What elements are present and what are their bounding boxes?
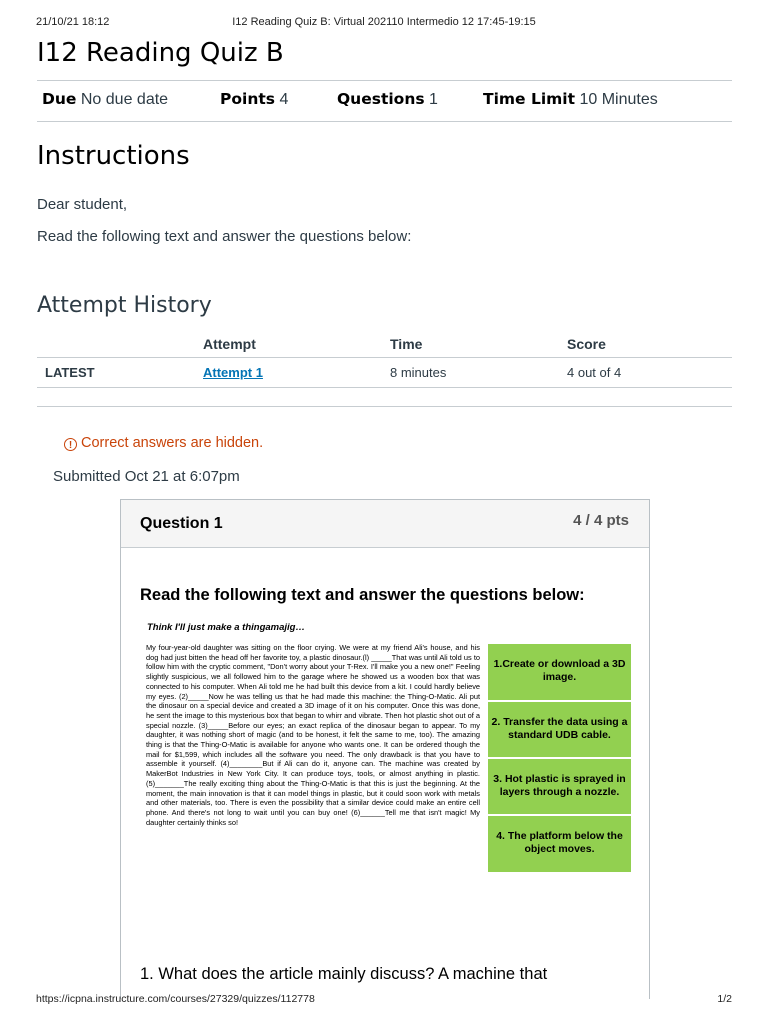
column-header-score: Score (567, 336, 606, 352)
print-page-number: 1/2 (717, 993, 732, 1005)
table-row-rule (37, 387, 732, 388)
attempt-score: 4 out of 4 (567, 365, 622, 380)
time-limit-label: Time Limit (483, 90, 576, 108)
column-header-time: Time (390, 336, 423, 352)
warning-circle-icon: ! (64, 438, 77, 451)
step-line: standard UDB cable. (508, 729, 611, 741)
step-line: 3. Hot plastic is sprayed in (493, 773, 626, 785)
time-limit-value: 10 Minutes (579, 91, 658, 108)
step-line: object moves. (524, 843, 595, 855)
table-header-rule (37, 357, 732, 358)
divider (37, 121, 732, 122)
points-info (220, 90, 288, 109)
due-value: No due date (80, 91, 169, 108)
notice-text: Correct answers are hidden. (81, 435, 264, 451)
instructions-body: Read the following text and answer the questions below: (37, 228, 412, 245)
story-text: My four-year-old daughter was sitting on the floor crying. We were at my friend Ali's house, and his dog had just bitten the head off her favorite toy, a plastic dinosaur.(l) _____That was until Ali told us to follow him with the cryptic comment, "Don't worry about your T-Rex. I'll make you a new one!" Feeling slightly suspicious, we all followed him to the garage where he showed us a wooden box that was connected to his computer. When Ali told me he had built this device from a kit. I could hardly believe my eyes. (2)_____Now he was telling us that he had made this machine: the Thing-O-Matic. Ali put the dinosaur on a special device and created a 3D image of it on his computer. Once this was done, he sent the image to this mysterious box that began to whirr and vibrate. Then hot plastic shot out of a special nozzle. (3)_____Before our eyes; an exact replica of the dinosaur began to appear. To my daughter, it was nothing short of magic (and to be honest, it felt the same to me, too). The amazing thing is that the Thing-O-Matic is available for anyone who wants one. It can be ordered though the mail for $1,599, which includes all the software you need. The only drawback is that you have to assemble it yourself. (4)________But if Ali can do it, anyone can. The machine was created by MakerBot Industries in New York City. It can produce toys, tools, or almost anything in plastic.(5)_______The really exciting thing about the Thing-O-Matic is that this is just the beginning. At the moment, the main innovation is that it can model things in plastic, but it could soon work with metals and other materials, too. There is even the possibility that a similar device could make an entire cell phone. And there's not long to wait until you can buy one! (6)______Tell me that isn't magic! My daughter certainly thinks so! (146, 643, 480, 827)
process-steps (488, 644, 631, 874)
questions-label: Questions (337, 90, 425, 108)
page-title: I12 Reading Quiz B (37, 38, 284, 68)
print-header (0, 16, 768, 30)
divider (37, 406, 732, 407)
process-step (488, 644, 631, 700)
submitted-timestamp: Submitted Oct 21 at 6:07pm (53, 468, 240, 485)
question-card (120, 499, 650, 999)
question-heading: Read the following text and answer the questions below: (140, 586, 585, 604)
step-line: 2. Transfer the data using a (491, 716, 628, 728)
points-label: Points (220, 90, 275, 108)
question-title: Question 1 (140, 515, 223, 532)
attempt-time: 8 minutes (390, 365, 447, 380)
instructions-greeting: Dear student, (37, 196, 128, 213)
process-step (488, 816, 631, 872)
attempt-history-title: Attempt History (37, 293, 212, 318)
question-points: 4 / 4 pts (573, 512, 629, 529)
process-step (488, 759, 631, 814)
question-prompt: 1. What does the article mainly discuss? A machine that (140, 965, 548, 983)
print-url: https://icpna.instructure.com/courses/27329/quizzes/112778 (36, 993, 315, 1005)
instructions-title: Instructions (37, 141, 190, 171)
attempt-1-link[interactable]: Attempt 1 (203, 365, 263, 380)
print-date: 21/10/21 18:12 (36, 16, 110, 28)
step-line: 1.Create or download a 3D (493, 658, 626, 670)
story-title: Think I'll just make a thingamajig… (147, 622, 305, 633)
due-info (42, 90, 168, 109)
due-label: Due (42, 90, 77, 108)
answers-hidden-notice (64, 435, 263, 451)
questions-value: 1 (429, 91, 438, 108)
time-limit-info (483, 90, 658, 109)
step-line: layers through a nozzle. (499, 786, 620, 798)
column-header-attempt: Attempt (203, 336, 256, 352)
row-label-latest: LATEST (45, 365, 95, 380)
points-value: 4 (279, 91, 289, 108)
process-step (488, 702, 631, 757)
divider (37, 80, 732, 81)
questions-info (337, 90, 438, 109)
step-line: 4. The platform below the (496, 830, 623, 842)
step-line: image. (542, 671, 577, 683)
question-header (121, 500, 649, 548)
print-doc-title: I12 Reading Quiz B: Virtual 202110 Intermedio 12 17:45-19:15 (232, 16, 536, 28)
